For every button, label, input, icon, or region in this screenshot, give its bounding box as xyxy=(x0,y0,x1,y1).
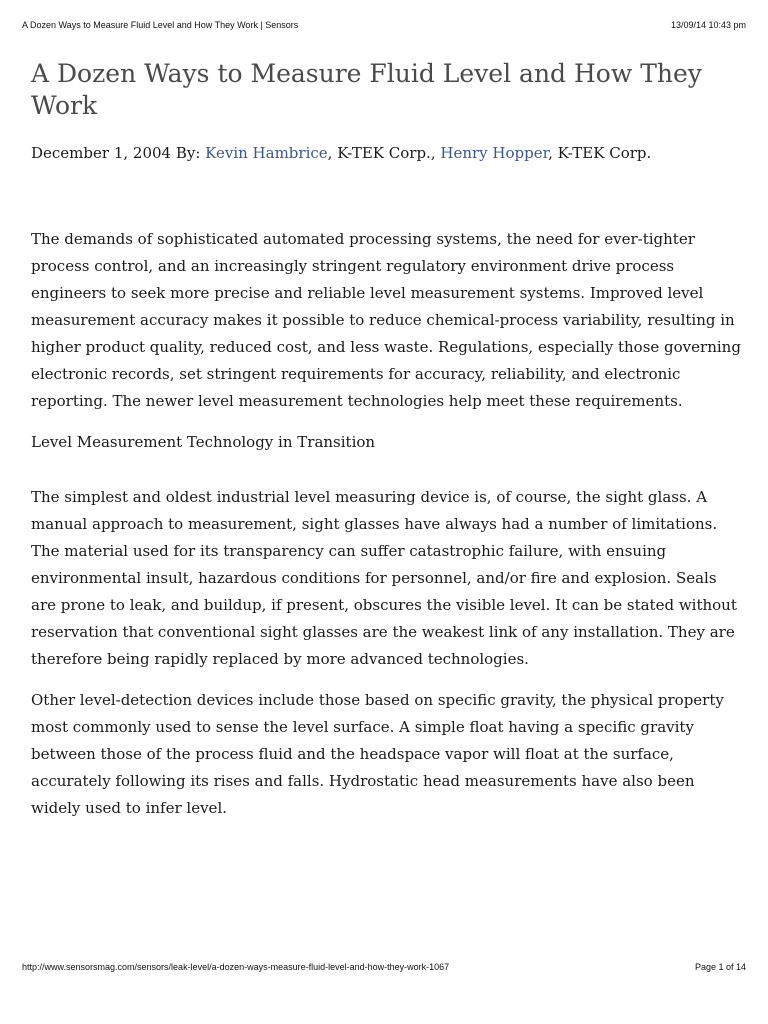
print-header-title: A Dozen Ways to Measure Fluid Level and How They Work | Sensors xyxy=(22,20,299,30)
print-header xyxy=(22,20,746,30)
byline xyxy=(31,142,743,164)
paragraph-sight-glass: The simplest and oldest industrial level measuring device is, of course, the sight glass. A manual approach to measurement, sight glasses have always had a number of limitations. The material used for its transparency can suffer catastrophic failure, with ensuing environmental insult, hazardous conditions for personnel, and/or fire and explosion. Seals are prone to leak, and buildup, if present, obscures the visible level. It can be stated without reservation that conventional sight glasses are the weakest link of any installation. They are therefore being rapidly replaced by more advanced technologies. xyxy=(31,488,737,668)
print-footer-page-number: Page 1 of 14 xyxy=(694,962,746,972)
print-footer xyxy=(22,962,746,972)
byline-affiliation-2: , K-TEK Corp. xyxy=(548,144,652,162)
paragraph-level-detection: Other level-detection devices include those based on specific gravity, the physical property most commonly used to sense the level surface. A simple float having a specific gravity between those of the process fluid and the headspace vapor will float at the surface, accurately following its rises and falls. Hydrostatic head measurements have also been widely used to infer level. xyxy=(31,691,724,817)
print-footer-url: http://www.sensorsmag.com/sensors/leak-level/a-dozen-ways-measure-fluid-level-and-how-they-work-1067 xyxy=(22,962,450,972)
byline-date: December 1, 2004 By: xyxy=(31,144,206,162)
paragraph-intro: The demands of sophisticated automated processing systems, the need for ever-tighter process control, and an increasingly stringent regulatory environment drive process engineers to seek more precise and reliable level measurement systems. Improved level measurement accuracy makes it possible to reduce chemical-process variability, resulting in higher product quality, reduced cost, and less waste. Regulations, especially those governing electronic records, set stringent requirements for accuracy, reliability, and electronic reporting. The newer level measurement technologies help meet these requirements. xyxy=(31,230,741,410)
byline-affiliation-1: , K-TEK Corp., xyxy=(327,144,441,162)
author-link-kevin-hambrice[interactable]: Kevin Hambrice xyxy=(205,144,328,162)
section-heading: Level Measurement Technology in Transition xyxy=(31,433,376,451)
print-header-timestamp: 13/09/14 10:43 pm xyxy=(670,20,746,30)
article xyxy=(31,58,743,822)
author-link-henry-hopper[interactable]: Henry Hopper xyxy=(440,144,549,162)
article-title: A Dozen Ways to Measure Fluid Level and How They Work xyxy=(31,59,702,120)
